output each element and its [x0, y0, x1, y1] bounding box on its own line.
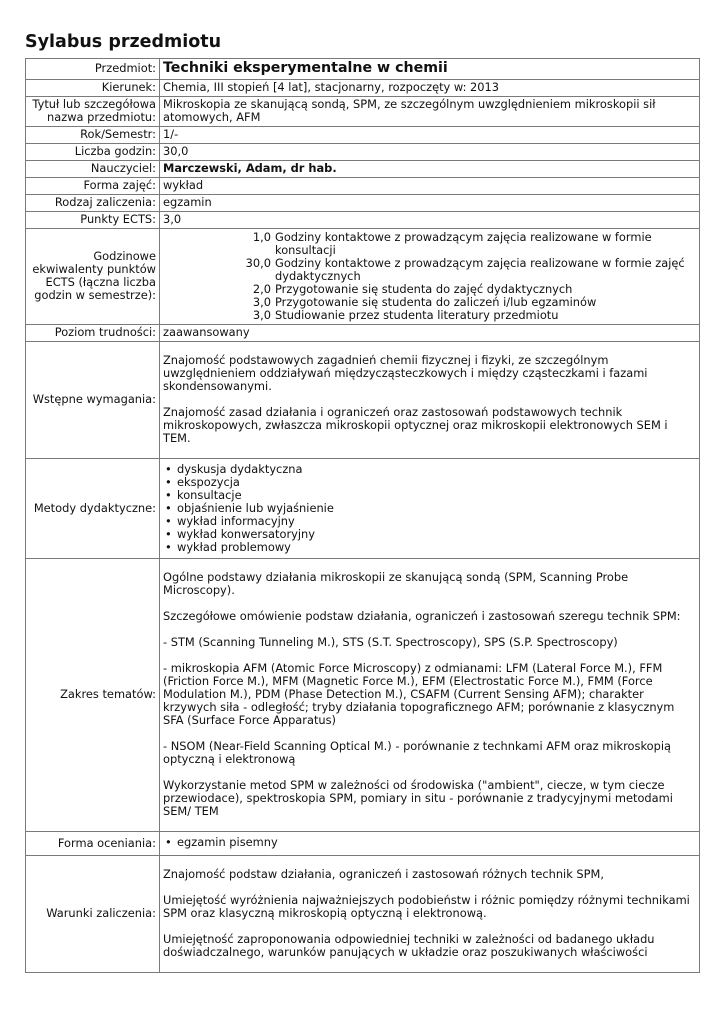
row-ects — [26, 212, 700, 229]
hours-text: Godziny kontaktowe z prowadzącym zajęcia realizowane w formie zajęć dydaktycznych — [275, 256, 685, 283]
row-ekwiwalenty — [26, 229, 700, 325]
value-kierunek: Chemia, III stopień [4 lat], stacjonarny, rozpoczęty w: 2013 — [160, 80, 700, 97]
label-rodzaj: Rodzaj zaliczenia: — [26, 195, 160, 212]
list-item: • wykład informacyjny — [163, 515, 696, 528]
hours-num: 1,0 — [252, 230, 271, 244]
hours-num: 30,0 — [245, 256, 271, 270]
list-item: • egzamin pisemny — [163, 836, 696, 849]
paragraph: Wykorzystanie metod SPM w zależności od środowiska ("ambient", ciecze, w tym ciecze przewiodace), spektroskopia SPM, pomiary in situ - porównanie z tradycyjnymi metodami SEM/ TEM — [163, 778, 673, 818]
row-kierunek — [26, 80, 700, 97]
label-metody: Metody dydaktyczne: — [26, 459, 160, 559]
list-item: • ekspozycja — [163, 476, 696, 489]
hours-num: 3,0 — [252, 308, 271, 322]
label-kierunek: Kierunek: — [26, 80, 160, 97]
syllabus-table — [25, 58, 700, 973]
label-ocenianie: Forma oceniania: — [26, 832, 160, 856]
row-rok — [26, 127, 700, 144]
row-godziny — [26, 144, 700, 161]
list-item: • konsultacje — [163, 489, 696, 502]
value-ocenianie — [160, 832, 700, 856]
value-rok: 1/- — [160, 127, 700, 144]
label-tytul: Tytuł lub szczegółowa nazwa przedmiotu: — [26, 97, 160, 127]
hours-item — [241, 309, 696, 322]
row-zakres — [26, 559, 700, 832]
hours-text: Przygotowanie się studenta do zajęć dydaktycznych — [275, 282, 573, 296]
value-ekwiwalenty — [160, 229, 700, 325]
label-wymagania: Wstępne wymagania: — [26, 342, 160, 459]
label-ects: Punkty ECTS: — [26, 212, 160, 229]
value-poziom: zaawansowany — [160, 325, 700, 342]
hours-text: Godziny kontaktowe z prowadzącym zajęcia realizowane w formie konsultacji — [275, 230, 652, 257]
paragraph: Znajomość zasad działania i ograniczeń oraz zastosowań podstawowych technik mikroskopowych, zwłaszcza mikroskopii optycznej oraz mikroskopii elektronowych SEM i TEM. — [163, 405, 668, 445]
row-tytul — [26, 97, 700, 127]
label-forma: Forma zajęć: — [26, 178, 160, 195]
value-warunki — [160, 856, 700, 973]
paragraph: - STM (Scanning Tunneling M.), STS (S.T. Spectroscopy), SPS (S.P. Spectroscopy) — [163, 635, 618, 649]
value-nauczyciel: Marczewski, Adam, dr hab. — [160, 161, 700, 178]
value-wymagania — [160, 342, 700, 459]
list-item: • wykład konwersatoryjny — [163, 528, 696, 541]
methods-list — [163, 463, 696, 554]
hours-list — [163, 231, 696, 322]
value-rodzaj: egzamin — [160, 195, 700, 212]
label-warunki: Warunki zaliczenia: — [26, 856, 160, 973]
row-forma — [26, 178, 700, 195]
row-nauczyciel — [26, 161, 700, 178]
row-poziom — [26, 325, 700, 342]
paragraph: Znajomość podstaw działania, ograniczeń i zastosowań różnych technik SPM, — [163, 867, 604, 881]
paragraph: Szczegółowe omówienie podstaw działania, ograniczeń i zastosowań szeregu technik SPM: — [163, 609, 681, 623]
value-metody — [160, 459, 700, 559]
paragraph: - mikroskopia AFM (Atomic Force Microscopy) z odmianami: LFM (Lateral Force M.), FFM (Friction Force M.), MFM (Magnetic Force M.), EFM (Electrostatic Force M.), FMM (Force Modulation M.), PDM (Phase Detection M.), CSAFM (Current Sensing AFM); charakter krzywych siła - odległość; tryby działania topograficznego AFM; porównanie z klasycznym SFA (Surface Force Apparatus) — [163, 661, 675, 727]
list-item: • objaśnienie lub wyjaśnienie — [163, 502, 696, 515]
hours-item — [241, 257, 696, 283]
row-warunki — [26, 856, 700, 973]
syllabus-page — [25, 32, 700, 973]
hours-text: Studiowanie przez studenta literatury przedmiotu — [275, 308, 559, 322]
row-rodzaj — [26, 195, 700, 212]
value-ects: 3,0 — [160, 212, 700, 229]
label-poziom: Poziom trudności: — [26, 325, 160, 342]
label-godziny: Liczba godzin: — [26, 144, 160, 161]
paragraph: - NSOM (Near-Field Scanning Optical M.) - porównanie z technkami AFM oraz mikroskopią optyczną i elektronową — [163, 739, 671, 766]
row-metody — [26, 459, 700, 559]
label-nauczyciel: Nauczyciel: — [26, 161, 160, 178]
page-title: Sylabus przedmiotu — [25, 32, 222, 52]
list-item: • wykład problemowy — [163, 541, 696, 554]
label-rok: Rok/Semestr: — [26, 127, 160, 144]
hours-text: Przygotowanie się studenta do zaliczeń i/lub egzaminów — [275, 295, 597, 309]
value-zakres — [160, 559, 700, 832]
paragraph: Umiejętość wyróżnienia najważniejszych podobieństw i różnic pomiędzy różnymi technikami SPM oraz klasyczną mikroskopią optyczną i elektronową. — [163, 893, 690, 920]
hours-num: 2,0 — [252, 282, 271, 296]
list-item: • dyskusja dydaktyczna — [163, 463, 696, 476]
paragraph: Znajomość podstawowych zagadnień chemii fizycznej i fizyki, ze szczególnym uwzględnieniem oddziaływań międzycząsteczkowych i między cząsteczkami i fazami skondensowanymi. — [163, 353, 648, 393]
value-przedmiot: Techniki eksperymentalne w chemii — [160, 59, 700, 80]
row-wymagania — [26, 342, 700, 459]
grading-list — [163, 836, 696, 849]
row-ocenianie — [26, 832, 700, 856]
row-przedmiot — [26, 59, 700, 80]
paragraph: Umiejętność zaproponowania odpowiedniej techniki w zależności od badanego układu doświadczalnego, warunków panujących w układzie oraz poszukiwanych właściwości — [163, 932, 655, 959]
value-godziny: 30,0 — [160, 144, 700, 161]
hours-item — [241, 231, 696, 257]
label-zakres: Zakres tematów: — [26, 559, 160, 832]
label-przedmiot: Przedmiot: — [26, 59, 160, 80]
paragraph: Ogólne podstawy działania mikroskopii ze skanującą sondą (SPM, Scanning Probe Microscopy). — [163, 570, 629, 597]
value-forma: wykład — [160, 178, 700, 195]
hours-num: 3,0 — [252, 295, 271, 309]
label-ekwiwalenty: Godzinowe ekwiwalenty punktów ECTS (łączna liczba godzin w semestrze): — [26, 229, 160, 325]
value-tytul: Mikroskopia ze skanującą sondą, SPM, ze szczególnym uwzględnieniem mikroskopii sił atomowych, AFM — [160, 97, 700, 127]
